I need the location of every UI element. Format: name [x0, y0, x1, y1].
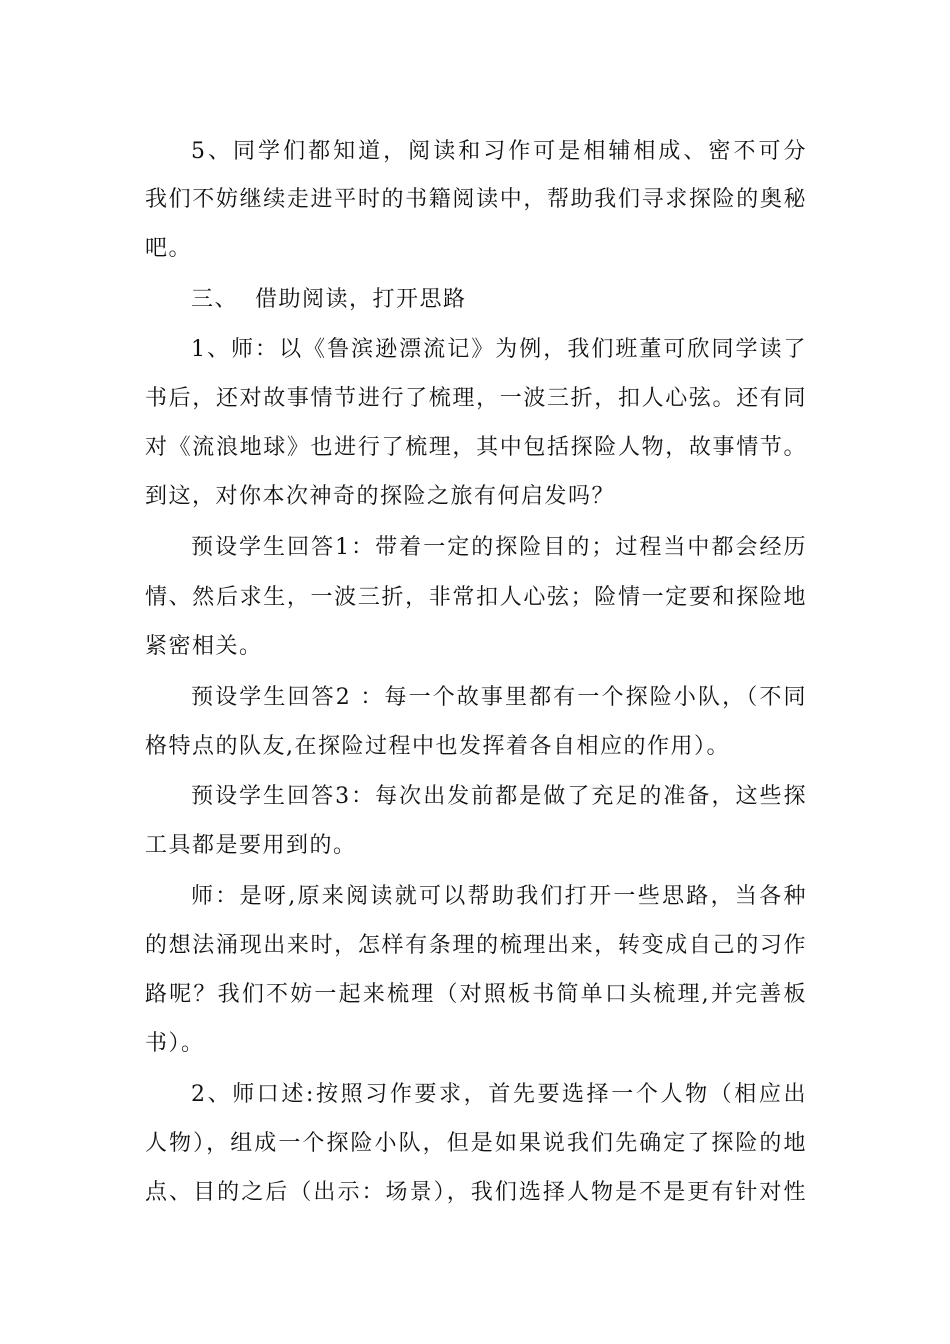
teacher-paragraph-line-3: 路呢？我们不妨一起来梳理（对照板书简单口头梳理,并完善板 [145, 982, 807, 1007]
teacher-paragraph-line-2: 的想法涌现出来时，怎样有条理的梳理出来，转变成自己的习作 [145, 933, 807, 958]
answer-1-line-2: 情、然后求生，一波三折，非常扣人心弦；险情一定要和探险地 [145, 585, 807, 610]
paragraph-1-line-2: 书后，还对故事情节进行了梳理，一波三折，扣人心弦。还有同 [145, 386, 807, 411]
answer-2-line-2: 格特点的队友,在探险过程中也发挥着各自相应的作用）。 [145, 734, 730, 759]
teacher-paragraph-line-4: 书）。 [145, 1031, 205, 1056]
answer-3-line-2: 工具都是要用到的。 [145, 833, 357, 858]
paragraph-1-line-1: 1、师：以《鲁滨逊漂流记》为例，我们班董可欣同学读了 [191, 337, 807, 362]
answer-2-line-1: 预设学生回答2 ：每一个故事里都有一个探险小队，（不同 [191, 685, 807, 710]
answer-1-line-1: 预设学生回答1：带着一定的探险目的；过程当中都会经历 [191, 535, 807, 560]
answer-3-line-1: 预设学生回答3：每次出发前都是做了充足的准备，这些探 [191, 784, 807, 809]
teacher-paragraph-line-1: 师：是呀,原来阅读就可以帮助我们打开一些思路，当各种 [191, 884, 807, 909]
paragraph-5-line-1: 5、同学们都知道，阅读和习作可是相辅相成、密不可分 [191, 139, 807, 164]
answer-1-line-3: 紧密相关。 [145, 634, 263, 659]
paragraph-1-line-3: 对《流浪地球》也进行了梳理，其中包括探险人物，故事情节。 [145, 435, 807, 460]
paragraph-2-line-2: 人物），组成一个探险小队，但是如果说我们先确定了探险的地 [145, 1131, 807, 1156]
paragraph-2-line-3: 点、目的之后（出示：场景），我们选择人物是不是更有针对性 [145, 1180, 807, 1205]
paragraph-1-line-4: 到这，对你本次神奇的探险之旅有何启发吗？ [145, 484, 616, 509]
paragraph-5-line-3: 吧。 [145, 236, 193, 261]
section-heading-3: 三、 借助阅读，打开思路 [191, 287, 467, 312]
paragraph-5-line-2: 我们不妨继续走进平时的书籍阅读中，帮助我们寻求探险的奥秘 [145, 187, 807, 212]
paragraph-2-line-1: 2、师口述:按照习作要求，首先要选择一个人物（相应出 [191, 1082, 807, 1107]
